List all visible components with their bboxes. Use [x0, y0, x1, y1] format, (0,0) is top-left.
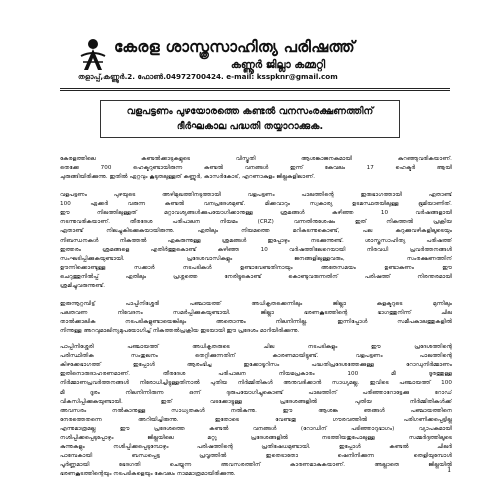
- paragraph-line: കിഴക്കേഭാഗത്ത് ഇപ്പോൾ ആരംഭിച്ച ഇക്കോടൂറിസം പദ്ധതിപ്രദേശത്തേക്കുള്ള റോഡുനിർമ്മാണം: [60, 362, 452, 369]
- paragraph-line: പാപ്പിനിശ്ശേരി പഞ്ചായത്ത് അധികൃതരുടെ ചില നടപടികളും ഈ പ്രദേശത്തിന്റെ: [60, 344, 452, 350]
- paragraph-line: പരിസ്ഥിതിക സംതുലനം തെറ്റിക്കുന്നതിന് കാരണമായിട്ടുണ്ട്. വളപട്ടണം പാലത്തിന്റെ: [60, 353, 452, 360]
- paragraph-line: ഈ നിലത്തിലുള്ളത് മറ്റാവശ്യങ്ങൾക്കുപയോഗിക്കാനുള്ള ശ്രമങ്ങൾ കഴിഞ്ഞ 10 വർഷങ്ങളായി: [60, 210, 452, 217]
- paragraph-line: എന്നുമാത്രമല്ല ഈ പ്രദേശത്തെ കണ്ടൽ വനങ്ങൾ (റോഡിന് പടിഞ്ഞാറുഭാഗം) വ്യാപകമായി: [60, 425, 452, 432]
- letterhead: [78, 36, 438, 102]
- paragraph-line: നിന്നുള്ള അറവുമാലിന്യമുപയോഗിച്ച് നികത്തൽപ്രക്രിയ ഇടയായി ഈ പ്രദേശം മാറിയിരിക്കുന്നു.: [60, 328, 300, 335]
- paragraph-line: ഇത്തരം ശ്രമങ്ങളെ എതിർത്തുകൊണ്ട് കഴിഞ്ഞ 10 വർഷത്തിലേറെയായി നിരവധി പ്രവർത്തനങ്ങൾ: [60, 246, 452, 253]
- paragraph-line: നിബന്ധനകൾ നികത്തൽ ഏകുരുന്നുള്ള ശ്രമങ്ങൾ ഇപ്പോഴും നടക്കുന്നുണ്ട്. ശാസ്ത്രസാഹിത്യ പരിഷത്ത്: [60, 237, 452, 244]
- organization-name: കേരള ശാസ്ത്രസാഹിത്യ പരിഷത്ത്: [114, 38, 355, 56]
- paragraph-line: മീ ദൂരം നിലനിന്നിരുന്ന ഒന്ന് ദുരുപയോഗിച്ചുകൊണ്ട് പാലത്തിന് പരിഞ്ഞാറോട്ടേക്കു റോഡ്: [60, 389, 452, 396]
- paragraph-line: ഊന്നിക്കൊണ്ടുള്ള സക്കാർ നടപടികൾ ഉണ്ടാവേണ്ടതിനായും അതേസമയം ഉണ്ടാകണം ഈ: [60, 264, 452, 271]
- paragraph-line: കേരളത്തിലെ കണ്ടൽക്കാടുകളുടെ വിസ്തൃതി ആശങ്കാജനകമായി കുറഞ്ഞുവരികയാണ്.: [60, 156, 452, 162]
- title-line-2: ദീർഘകാല പദ്ധതി തയ്യാറാക്കുക.: [176, 121, 324, 132]
- paragraph-line: പലതവണ നിവേദനം സമർപ്പിക്കുകയുണ്ടായി. ജില്ലാ ഭരണകൂടത്തിന്റെ ഭാഗത്തുനിന്ന് ചില: [60, 310, 452, 317]
- paragraph-line: വികസിപ്പിക്കുകയുണ്ടായി. ഇത് വടക്കോട്ടുള്ള പ്രദേശങ്ങളിൽ പുതിയ നിർമ്മിതികൾക്ക്: [60, 398, 452, 405]
- paragraph-line: നശിപ്പിക്കപ്പെടുപ്പോഴും ജില്ലയിലെ മറ്റു പ്രദേശങ്ങളിൽ നടത്തിയതുപോലുള്ള സമ്മർദ്ദത്തിലൂടെ: [60, 435, 452, 441]
- paragraph-line: ചെറുത്തുനിൽപ്പ് ഏതിലും പ്രശ്നത്തെ നേരിട്ടുകൊണ്ട് കൊണ്ടുവരുന്നതിന് പരിഷത്ത് നിരന്തരമായി: [60, 273, 452, 280]
- organization-unit: കണ്ണൂർ ജില്ലാ കമ്മറ്റി: [230, 59, 326, 71]
- paragraph-line: ശ്രമിച്ചുവരുന്നുണ്ട്.: [60, 283, 106, 289]
- paragraph-line: വളപട്ടണം പുഴയുടെ അഴിമുഖത്തിനടുത്തായി വളപട്ടണം പാലത്തിന്റെ ഇരുഭാഗത്തായി ഏതാണ്ട്: [60, 192, 452, 198]
- paragraph-line: ഇതിനൊരുദാഹരണമാണ്. തീരദേശ പരിപാലന നിയമപ്രകാരം 100 മീ ദൂരത്തുള്ള: [60, 371, 452, 378]
- paragraph-line: അവസരം നൽകാനുള്ള സാധ്യതകൾ നൽകുന്നു. ഈ ആശങ്ക ഞങ്ങൾ പഞ്ചായത്തിനെ: [60, 407, 452, 414]
- contact-line: തളാപ്പ്,കണ്ണൂർ.2. ഫോൺ.04972700424. e-mail: ksspknr@gmail.com: [78, 72, 338, 81]
- paragraph-line: നേരത്തെതന്നെ അറിയിച്ചിരുന്നു. ഇതോടെ വേണ്ടതു ഗൗരവത്തിൽ പരിഗണിക്കപ്പെട്ടില്ല: [60, 416, 452, 423]
- paragraph-line: നിർമ്മാണപ്രവർത്തനങ്ങൾ നിരോധിച്ചിട്ടുള്ളതിനാൽ പുതിയ നിർമ്മിതികൾ അനുവദിക്കാൻ സാധ്യമല്ല. ഇവിടെ പഞ്ചായത്ത് 100: [60, 380, 452, 387]
- paragraph-line: നടന്നുവരികയാണ്. തീരദേശ പരിപാലന നിയമം (CRZ) വന്നതിനുശേഷം ഇത് നികത്തൽ പ്രക്രിയ: [60, 219, 452, 226]
- header-rule-top: [60, 88, 450, 89]
- paragraph-line: തെക്കേ 700 ഹെക്ടറുണ്ടായിരുന്ന കണ്ടൽ വനങ്ങൾ ഇന്ന് കേവലം 17 ഹെക്ടർ ആയി: [60, 165, 452, 172]
- title-box: [100, 100, 400, 138]
- paragraph-line: കുന്നുകളും നശിപ്പിക്കപ്പെടുമ്പോഴും പരിഷത്തിന്റെ പ്രതിഷേധമുണ്ടായി. ഇപ്പോൾ കണ്ടൽ ചിലർ: [60, 444, 452, 451]
- kssp-emblem-icon: [78, 36, 108, 72]
- page-number: 1: [447, 466, 452, 474]
- paragraph-line: ഭരണകൂടത്തിന്റെയും നടപടികളെയും കേവലം നാമമാത്രമായിരിക്കുന്നു.: [60, 471, 236, 478]
- paragraph-line: താൽക്കാലിക നടപടികളുണ്ടായെങ്കിലും അതൊന്നും നിലനിന്നില്ല. ഇന്നിപ്പോൾ സമീപകാലത്തുകളിൽ: [60, 319, 452, 326]
- paragraph-line: 100 ഏക്കർ വരുന്ന കണ്ടൽ വനപ്രദേശമുണ്ട്. മിക്കവാറും സ്വകാര്യ ഉടമസ്ഥതയിലുള്ള ഭൂമിയാണിത്.: [60, 201, 452, 208]
- paragraph-line: പാമ്പേകായി ബന്ധപ്പെട്ട പ്രവൃത്തിൽ ഇതെടാതോ ഷെനിനിക്കുന്ന തെളിയുമ്പോൾ: [60, 453, 452, 460]
- paragraph-line: പൂർണ്ണമായി ഭേദഗതി ചെയ്യുന്ന അവസരത്തിന് കാരണമാകുകയാണ്. അല്ലാതെ ജില്ലയിൽ: [60, 462, 452, 469]
- header-rule-bottom: [60, 90, 450, 91]
- paragraph-line: ഇരുന്നൂറ്റമ്പിട്ട് പാപ്പിനിശ്ശേരി പഞ്ചായത്ത് അധികൃതക്കെന്നിലും ജില്ലാ കളക്ടറുടെ മുന്നിലും: [60, 301, 452, 307]
- title-line-1: വളപട്ടണം പുഴയോരത്തെ കണ്ടൽ വനസംരക്ഷണത്തിന്: [126, 106, 374, 117]
- paragraph-line: സംഘടിപ്പിക്കുകയുണ്ടായി. പ്രദേശവാസികളും ജനങ്ങളിലുള്ളവരും, സംരക്ഷണത്തിന്: [60, 255, 452, 262]
- paragraph-line: ചുരുങ്ങിയിരിക്കുന്നു. ഇതിൽ ഏറ്റവും കൂടുതലുള്ളത് കണ്ണൂർ, കാസർകോട്, എറണാകുളം ജില്ലകളിലാണ്.: [60, 174, 316, 181]
- paragraph-line: ഏതാണ്ട് നിലച്ചുകിടക്കുകയായിരുന്നു. ഏതിലും നിയമത്തെ മറികടന്നുകൊണ്ട്, പല കുറുക്കുവഴികളിലൂടെയും: [60, 228, 452, 235]
